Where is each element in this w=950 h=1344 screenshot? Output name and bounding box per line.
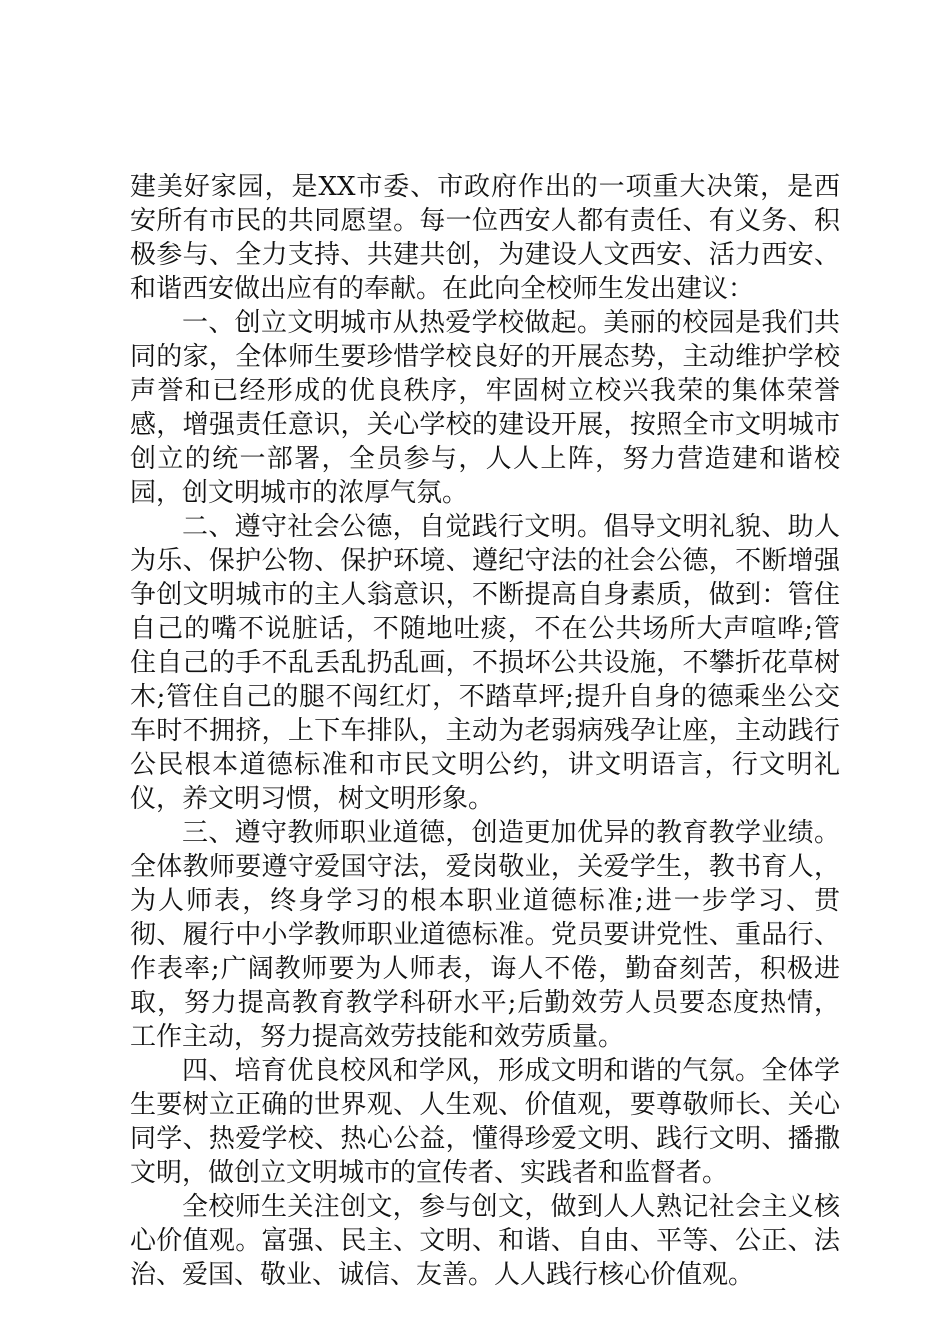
paragraph-point-two: 二、遵守社会公德，自觉践行文明。倡导文明礼貌、助人为乐、保护公物、保护环境、遵纪守法的社会公德，不断增强争创文明城市的主人翁意识，不断提高自身素质，做到：管住自己的嘴不说脏话，不随地吐痰，不在公共场所大声喧哗;管住自己的手不乱丢乱扔乱画，不损坏公共设施，不攀折花草树木;管住自己的腿不闯红灯，不踏草坪;提升自身的德乘坐公交车时不拥挤，上下车排队，主动为老弱病残孕让座，主动践行公民根本道德标准和市民文明公约，讲文明语言，行文明礼仪，养文明习惯，树文明形象。: [130, 512, 840, 814]
paragraph-point-four: 四、培育优良校风和学风，形成文明和谐的气氛。全体学生要树立正确的世界观、人生观、价值观，要尊敬师长、关心同学、热爱学校、热心公益，懂得珍爱文明、践行文明、播撒文明，做创立文明城市的宣传者、实践者和监督者。: [130, 1056, 840, 1188]
paragraph-intro: 建美好家园，是XX市委、市政府作出的一项重大决策，是西安所有市民的共同愿望。每一位西安人都有责任、有义务、积极参与、全力支持、共建共创，为建设人文西安、活力西安、和谐西安做出应有的奉献。在此向全校师生发出建议：: [130, 172, 840, 304]
paragraph-point-three: 三、遵守教师职业道德，创造更加优异的教育教学业绩。全体教师要遵守爱国守法，爱岗敬业，关爱学生，教书育人，为人师表，终身学习的根本职业道德标准;进一步学习、贯彻、履行中小学教师职业道德标准。党员要讲党性、重品行、作表率;广阔教师要为人师表，诲人不倦，勤奋刻苦，积极进取，努力提高教育教学科研水平;后勤效劳人员要态度热情，工作主动，努力提高效劳技能和效劳质量。: [130, 818, 840, 1052]
paragraph-point-one: 一、创立文明城市从热爱学校做起。美丽的校园是我们共同的家，全体师生要珍惜学校良好的开展态势，主动维护学校声誉和已经形成的优良秩序，牢固树立校兴我荣的集体荣誉感，增强责任意识，关心学校的建设开展，按照全市文明城市创立的统一部署，全员参与，人人上阵，努力营造建和谐校园，创文明城市的浓厚气氛。: [130, 308, 840, 508]
paragraph-closing: 全校师生关注创文，参与创文，做到人人熟记社会主义核心价值观。富强、民主、文明、和谐、自由、平等、公正、法治、爱国、敬业、诚信、友善。人人践行核心价值观。: [130, 1192, 840, 1290]
document-body: [130, 170, 840, 1292]
